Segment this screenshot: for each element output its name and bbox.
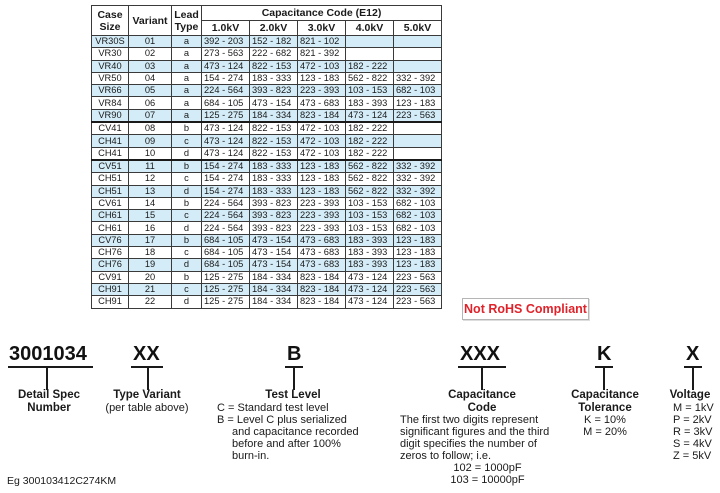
cell-capacitance-range: 103 - 153	[346, 210, 394, 222]
cell-capacitance-range: 224 - 564	[202, 210, 250, 222]
underline	[8, 366, 93, 368]
label-line: Type Variant	[113, 389, 181, 401]
cell-capacitance-range	[394, 48, 442, 60]
cell-capacitance-range: 823 - 184	[298, 296, 346, 308]
cell-variant: 16	[129, 222, 172, 234]
cell-lead-type: b	[172, 234, 202, 246]
rohs-warning-badge: Not RoHS Compliant	[462, 298, 589, 320]
cell-case-size: VR30S	[92, 36, 129, 48]
label-line: Capacitance	[448, 389, 516, 401]
cell-capacitance-range: 472 - 103	[298, 135, 346, 147]
cell-variant: 21	[129, 283, 172, 295]
cell-case-size: CH76	[92, 259, 129, 271]
cell-capacitance-range: 182 - 222	[346, 135, 394, 147]
cell-capacitance-range: 332 - 392	[394, 160, 442, 173]
desc-line: C = Standard test level	[217, 402, 329, 414]
cell-capacitance-range: 154 - 274	[202, 185, 250, 197]
cell-lead-type: a	[172, 109, 202, 122]
desc-line: and capacitance recorded	[232, 426, 359, 438]
cell-lead-type: d	[172, 259, 202, 271]
header-voltage: 4.0kV	[346, 21, 394, 36]
cell-capacitance-range	[394, 36, 442, 48]
cell-case-size: CH41	[92, 135, 129, 147]
table-row	[92, 173, 442, 185]
cell-capacitance-range: 183 - 393	[346, 259, 394, 271]
desc-test-level	[217, 402, 377, 462]
cell-capacitance-range: 821 - 102	[298, 36, 346, 48]
cell-capacitance-range: 123 - 183	[298, 173, 346, 185]
cell-capacitance-range: 392 - 203	[202, 36, 250, 48]
cell-capacitance-range: 125 - 275	[202, 271, 250, 283]
cell-capacitance-range: 183 - 333	[250, 72, 298, 84]
cell-capacitance-range: 223 - 563	[394, 283, 442, 295]
cell-capacitance-range: 183 - 333	[250, 160, 298, 173]
cell-lead-type: a	[172, 60, 202, 72]
cell-variant: 14	[129, 197, 172, 209]
cell-variant: 10	[129, 147, 172, 160]
cell-lead-type: a	[172, 97, 202, 109]
cell-capacitance-range: 184 - 334	[250, 296, 298, 308]
cell-capacitance-range	[346, 48, 394, 60]
cell-capacitance-range: 684 - 105	[202, 259, 250, 271]
cell-capacitance-range: 821 - 392	[298, 48, 346, 60]
cell-capacitance-range: 154 - 274	[202, 160, 250, 173]
cell-capacitance-range: 473 - 124	[202, 122, 250, 135]
cell-variant: 13	[129, 185, 172, 197]
cell-variant: 11	[129, 160, 172, 173]
label-line: Capacitance	[571, 389, 639, 401]
table-row	[92, 247, 442, 259]
cell-variant: 12	[129, 173, 172, 185]
desc-line: burn-in.	[232, 450, 270, 462]
cell-capacitance-range: 183 - 333	[250, 173, 298, 185]
cell-lead-type: a	[172, 72, 202, 84]
cell-capacitance-range: 823 - 184	[298, 271, 346, 283]
cell-capacitance-range: 473 - 124	[202, 135, 250, 147]
cell-capacitance-range: 223 - 563	[394, 296, 442, 308]
cell-capacitance-range: 473 - 154	[250, 247, 298, 259]
cell-capacitance-range: 473 - 124	[202, 60, 250, 72]
cell-capacitance-range: 562 - 822	[346, 173, 394, 185]
label-type-variant	[95, 389, 199, 402]
cell-capacitance-range: 123 - 183	[298, 72, 346, 84]
cell-capacitance-range: 224 - 564	[202, 197, 250, 209]
cell-capacitance-range: 473 - 154	[250, 259, 298, 271]
cell-case-size: CH51	[92, 173, 129, 185]
cell-case-size: VR40	[92, 60, 129, 72]
cell-capacitance-range: 123 - 183	[394, 234, 442, 246]
header-capacitance-code: Capacitance Code (E12)	[202, 6, 442, 21]
desc-type-variant: (per table above)	[105, 402, 189, 414]
cell-capacitance-range: 684 - 105	[202, 234, 250, 246]
cell-capacitance-range: 684 - 105	[202, 97, 250, 109]
cell-case-size: VR30	[92, 48, 129, 60]
cell-capacitance-range: 562 - 822	[346, 72, 394, 84]
cell-capacitance-range: 183 - 393	[346, 234, 394, 246]
desc-line: The first two digits represent	[400, 414, 539, 426]
code-test-level: B	[287, 343, 302, 365]
table-body	[92, 36, 442, 309]
table-row	[92, 283, 442, 295]
cell-variant: 04	[129, 72, 172, 84]
cell-capacitance-range: 473 - 683	[298, 259, 346, 271]
connector-line	[46, 367, 48, 390]
table-row	[92, 85, 442, 97]
label-voltage: Voltage	[669, 389, 711, 401]
cell-capacitance-range: 123 - 183	[298, 160, 346, 173]
cell-capacitance-range: 332 - 392	[394, 72, 442, 84]
cell-capacitance-range	[394, 60, 442, 72]
code-variant: XX	[133, 343, 160, 365]
cell-case-size: CH76	[92, 247, 129, 259]
cell-lead-type: d	[172, 185, 202, 197]
cell-capacitance-range: 473 - 154	[250, 234, 298, 246]
capacitance-spec-table	[91, 5, 442, 309]
cell-capacitance-range: 182 - 222	[346, 60, 394, 72]
table-row	[92, 160, 442, 173]
cell-capacitance-range: 473 - 124	[202, 147, 250, 160]
cell-capacitance-range: 223 - 393	[298, 210, 346, 222]
cell-capacitance-range: 473 - 124	[346, 271, 394, 283]
connector-line	[692, 367, 694, 390]
cell-lead-type: b	[172, 271, 202, 283]
header-lead-type: Lead Type	[172, 6, 202, 36]
code-voltage: X	[686, 343, 700, 365]
cell-capacitance-range: 182 - 222	[346, 122, 394, 135]
cell-capacitance-range: 184 - 334	[250, 283, 298, 295]
cell-capacitance-range: 154 - 274	[202, 72, 250, 84]
cell-capacitance-range: 472 - 103	[298, 60, 346, 72]
cell-case-size: CH41	[92, 147, 129, 160]
cell-capacitance-range	[394, 147, 442, 160]
cell-lead-type: a	[172, 85, 202, 97]
label-capacitance-tolerance	[557, 389, 653, 415]
cell-capacitance-range: 562 - 822	[346, 160, 394, 173]
cell-variant: 22	[129, 296, 172, 308]
code-spec-number: 3001034	[9, 343, 87, 365]
cell-case-size: CV91	[92, 271, 129, 283]
cell-capacitance-range: 823 - 184	[298, 109, 346, 122]
desc-line: significant figures and the third	[400, 426, 550, 438]
cell-case-size: CH51	[92, 185, 129, 197]
cell-capacitance-range: 473 - 124	[346, 283, 394, 295]
table-row	[92, 72, 442, 84]
table-row	[92, 210, 442, 222]
connector-line	[147, 367, 149, 390]
cell-capacitance-range: 393 - 823	[250, 197, 298, 209]
cell-capacitance-range: 684 - 105	[202, 247, 250, 259]
label-line: Detail Spec	[18, 389, 80, 401]
cell-capacitance-range: 393 - 823	[250, 85, 298, 97]
desc-line: Z = 5kV	[673, 450, 712, 462]
cell-lead-type: a	[172, 48, 202, 60]
table-row	[92, 271, 442, 283]
connector-line	[481, 367, 483, 390]
table-row	[92, 185, 442, 197]
cell-capacitance-range: 183 - 393	[346, 247, 394, 259]
example-part-number: Eg 300103412C274KM	[7, 475, 117, 487]
header-voltage: 1.0kV	[202, 21, 250, 36]
cell-lead-type: c	[172, 173, 202, 185]
desc-line: M = 1kV	[673, 402, 714, 414]
cell-variant: 18	[129, 247, 172, 259]
cell-capacitance-range: 123 - 183	[394, 247, 442, 259]
header-variant: Variant	[129, 6, 172, 36]
header-voltage: 2.0kV	[250, 21, 298, 36]
cell-capacitance-range	[394, 122, 442, 135]
cell-case-size: CH61	[92, 222, 129, 234]
cell-lead-type: b	[172, 160, 202, 173]
label-line: Number	[27, 402, 71, 414]
code-tolerance: K	[597, 343, 612, 365]
cell-variant: 02	[129, 48, 172, 60]
cell-capacitance-range: 393 - 823	[250, 222, 298, 234]
header-voltage: 5.0kV	[394, 21, 442, 36]
cell-variant: 05	[129, 85, 172, 97]
cell-capacitance-range: 473 - 154	[250, 97, 298, 109]
cell-capacitance-range: 123 - 183	[298, 185, 346, 197]
cell-capacitance-range: 223 - 393	[298, 222, 346, 234]
cell-capacitance-range: 224 - 564	[202, 222, 250, 234]
table-row	[92, 122, 442, 135]
cell-capacitance-range: 332 - 392	[394, 185, 442, 197]
cell-variant: 20	[129, 271, 172, 283]
cell-capacitance-range: 103 - 153	[346, 197, 394, 209]
label-line: Code	[467, 402, 497, 414]
cell-capacitance-range: 125 - 275	[202, 296, 250, 308]
desc-line: before and after 100%	[232, 438, 341, 450]
cell-variant: 01	[129, 36, 172, 48]
cell-capacitance-range: 473 - 683	[298, 97, 346, 109]
cell-capacitance-range: 154 - 274	[202, 173, 250, 185]
table-row	[92, 135, 442, 147]
cell-variant: 17	[129, 234, 172, 246]
cell-capacitance-range: 562 - 822	[346, 185, 394, 197]
desc-voltage	[673, 402, 719, 462]
cell-capacitance-range: 184 - 334	[250, 109, 298, 122]
cell-capacitance-range: 822 - 153	[250, 122, 298, 135]
table-row	[92, 259, 442, 271]
cell-capacitance-range: 123 - 183	[394, 97, 442, 109]
header-case-size: Case Size	[92, 6, 129, 36]
desc-line: M = 20%	[583, 426, 627, 438]
cell-capacitance-range: 682 - 103	[394, 210, 442, 222]
table-row	[92, 222, 442, 234]
cell-capacitance-range	[346, 36, 394, 48]
cell-capacitance-range: 223 - 393	[298, 85, 346, 97]
cell-capacitance-range: 125 - 275	[202, 283, 250, 295]
label-line: Tolerance	[578, 402, 632, 414]
cell-capacitance-range: 822 - 153	[250, 147, 298, 160]
table-row	[92, 60, 442, 72]
desc-line: K = 10%	[584, 414, 626, 426]
cell-variant: 09	[129, 135, 172, 147]
desc-line: S = 4kV	[673, 438, 712, 450]
cell-capacitance-range: 184 - 334	[250, 271, 298, 283]
cell-capacitance-range	[394, 135, 442, 147]
cell-capacitance-range: 182 - 222	[346, 147, 394, 160]
cell-capacitance-range: 393 - 823	[250, 210, 298, 222]
cell-case-size: VR50	[92, 72, 129, 84]
cell-case-size: CV51	[92, 160, 129, 173]
cell-capacitance-range: 682 - 103	[394, 222, 442, 234]
cell-lead-type: b	[172, 122, 202, 135]
cell-capacitance-range: 472 - 103	[298, 147, 346, 160]
cell-variant: 15	[129, 210, 172, 222]
cell-capacitance-range: 473 - 683	[298, 247, 346, 259]
cell-capacitance-range: 123 - 183	[394, 259, 442, 271]
cell-lead-type: c	[172, 210, 202, 222]
cell-lead-type: a	[172, 36, 202, 48]
cell-capacitance-range: 472 - 103	[298, 122, 346, 135]
cell-lead-type: d	[172, 222, 202, 234]
cell-capacitance-range: 223 - 563	[394, 271, 442, 283]
cell-capacitance-range: 183 - 393	[346, 97, 394, 109]
cell-case-size: VR84	[92, 97, 129, 109]
desc-line: B = Level C plus serialized	[217, 414, 347, 426]
cell-case-size: CV61	[92, 197, 129, 209]
cell-lead-type: c	[172, 135, 202, 147]
cell-variant: 19	[129, 259, 172, 271]
cell-case-size: VR66	[92, 85, 129, 97]
code-capacitance: XXX	[460, 343, 501, 365]
cell-case-size: CV41	[92, 122, 129, 135]
cell-capacitance-range: 103 - 153	[346, 222, 394, 234]
cell-capacitance-range: 473 - 124	[346, 296, 394, 308]
cell-lead-type: c	[172, 247, 202, 259]
cell-capacitance-range: 682 - 103	[394, 197, 442, 209]
cell-case-size: CH91	[92, 296, 129, 308]
connector-line	[293, 367, 295, 390]
desc-line: P = 2kV	[673, 414, 712, 426]
desc-line: 103 = 10000pF	[450, 474, 525, 486]
cell-case-size: CH91	[92, 283, 129, 295]
cell-variant: 03	[129, 60, 172, 72]
desc-line: zeros to follow; i.e.	[400, 450, 492, 462]
table-row	[92, 234, 442, 246]
label-capacitance-code	[430, 389, 534, 415]
table-row	[92, 197, 442, 209]
cell-case-size: VR90	[92, 109, 129, 122]
cell-capacitance-range: 332 - 392	[394, 173, 442, 185]
cell-lead-type: d	[172, 296, 202, 308]
cell-case-size: CV76	[92, 234, 129, 246]
cell-capacitance-range: 222 - 682	[250, 48, 298, 60]
cell-capacitance-range: 273 - 563	[202, 48, 250, 60]
cell-case-size: CH61	[92, 210, 129, 222]
cell-lead-type: d	[172, 147, 202, 160]
desc-capacitance-tolerance	[557, 414, 653, 438]
header-voltage: 3.0kV	[298, 21, 346, 36]
connector-line	[603, 367, 605, 390]
cell-capacitance-range: 823 - 184	[298, 283, 346, 295]
cell-capacitance-range: 473 - 683	[298, 234, 346, 246]
cell-capacitance-range: 183 - 333	[250, 185, 298, 197]
cell-lead-type: c	[172, 283, 202, 295]
cell-capacitance-range: 152 - 182	[250, 36, 298, 48]
cell-capacitance-range: 125 - 275	[202, 109, 250, 122]
desc-line: digit specifies the number of	[400, 438, 537, 450]
cell-variant: 08	[129, 122, 172, 135]
table-row	[92, 36, 442, 48]
cell-capacitance-range: 822 - 153	[250, 135, 298, 147]
table-row	[92, 296, 442, 308]
cell-capacitance-range: 473 - 124	[346, 109, 394, 122]
cell-capacitance-range: 822 - 153	[250, 60, 298, 72]
cell-capacitance-range: 682 - 103	[394, 85, 442, 97]
desc-capacitance-code	[400, 414, 575, 486]
cell-lead-type: b	[172, 197, 202, 209]
cell-variant: 06	[129, 97, 172, 109]
table-row	[92, 147, 442, 160]
label-detail-spec	[4, 389, 94, 415]
cell-capacitance-range: 223 - 393	[298, 197, 346, 209]
desc-line: R = 3kV	[673, 426, 713, 438]
table-row	[92, 48, 442, 60]
label-test-level: Test Level	[265, 389, 321, 401]
table-row	[92, 109, 442, 122]
cell-capacitance-range: 223 - 563	[394, 109, 442, 122]
table-row	[92, 97, 442, 109]
cell-variant: 07	[129, 109, 172, 122]
cell-capacitance-range: 224 - 564	[202, 85, 250, 97]
cell-capacitance-range: 103 - 153	[346, 85, 394, 97]
desc-line: 102 = 1000pF	[453, 462, 522, 474]
